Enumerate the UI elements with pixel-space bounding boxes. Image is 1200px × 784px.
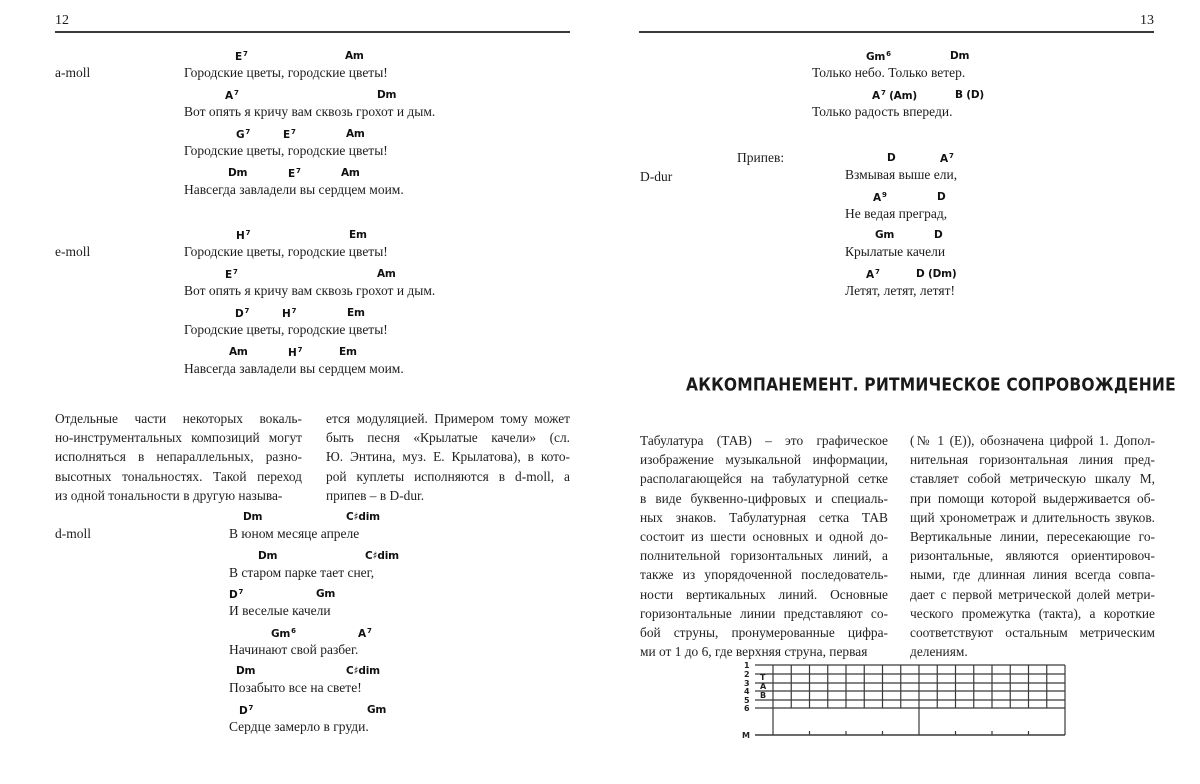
lyric-line: Городские цветы, городские цветы!	[184, 322, 388, 337]
paragraph-line: исполняться в непараллельных, разно-	[55, 449, 302, 465]
tab-diagram	[740, 658, 1080, 744]
lyric-line: Летят, летят, летят!	[845, 282, 955, 298]
chord-symbol: Gm	[367, 703, 387, 716]
lyric-line: Крылатые качели	[845, 244, 946, 259]
paragraph-line: рой куплеты исполняются в d-moll, а	[326, 468, 570, 484]
chord-symbol: Dm	[258, 549, 278, 562]
chord-symbol: Em	[339, 346, 357, 358]
chord-symbol: $A^7$	[358, 626, 372, 640]
section-heading: АККОМПАНЕМЕНТ. РИТМИЧЕСКОЕ СОПРОВОЖДЕНИЕ	[686, 374, 1176, 396]
paragraph-line: располагающейся на табулатурной сетке	[640, 471, 888, 487]
lyric-line: В юном месяце апреле	[229, 526, 360, 541]
header-rule	[639, 31, 1154, 33]
lyric-line: Городские цветы, городские цветы!	[184, 143, 388, 158]
svg-text:1: 1	[744, 661, 750, 670]
paragraph-line: (№ 1 (Е)), обозначена цифрой 1. Допол-	[910, 433, 1155, 448]
chord-symbol: $A^7$ (Am)	[872, 89, 917, 102]
svg-text:2: 2	[744, 670, 750, 679]
chord-symbol: Em	[349, 229, 367, 241]
chord-symbol: Am	[377, 268, 396, 280]
paragraph-line: делениям.	[910, 644, 968, 660]
page-number: 13	[1140, 13, 1154, 28]
svg-text:3: 3	[744, 679, 750, 688]
paragraph-line: ется модуляцией. Примером тому может	[326, 411, 570, 426]
chord-symbol: $H^7$	[288, 346, 303, 359]
paragraph-line: ми от 1 до 6, где верхняя струна, первая	[640, 644, 868, 660]
lyric-line: Начинают свой разбег.	[229, 641, 359, 657]
chord-symbol: D	[887, 152, 896, 164]
paragraph-line: Табулатура (ТАВ) – это графическое	[640, 433, 888, 448]
chord-symbol: Dm	[236, 665, 256, 677]
chord-symbol: $E^7$	[235, 50, 248, 63]
paragraph-line: Ю. Энтина, муз. Е. Крылатова), в кото-	[326, 449, 570, 465]
chord-symbol: $A^7$	[940, 152, 954, 165]
paragraph-line: ных знаков. Табулатурная сетка ТАВ	[640, 509, 888, 525]
svg-text:T: T	[760, 673, 766, 682]
chord-symbol: $E^7$	[283, 128, 296, 141]
chord-symbol: Dm	[228, 167, 248, 179]
paragraph-line: в виде буквенно-цифровых и специаль-	[640, 490, 888, 506]
chord-symbol: $D^7$	[235, 307, 250, 320]
lyric-line: Городские цветы, городские цветы!	[184, 65, 388, 80]
paragraph-line: Вертикальные линии, пересекающие го-	[910, 529, 1155, 545]
chord-symbol: $H^7$	[236, 229, 251, 242]
chord-symbol: $H^7$	[282, 307, 297, 320]
paragraph-line: дает с первой метрической долей метри-	[910, 586, 1155, 602]
header-rule	[55, 31, 570, 33]
paragraph-line: щий хронометраж и длительность звуков.	[910, 509, 1155, 525]
chord-symbol: C♯dim	[346, 665, 380, 677]
lyric-line: В старом парке тает снег,	[229, 564, 375, 580]
paragraph-line: ставляет собой метрическую шкалу М,	[910, 471, 1155, 487]
chord-symbol: Em	[347, 307, 365, 319]
paragraph-line: из одной тональности в другую называ-	[55, 487, 283, 503]
chord-symbol: D (Dm)	[916, 267, 957, 280]
chord-symbol: $A^7$	[866, 267, 880, 281]
chord-symbol: $D^7$	[239, 703, 254, 717]
paragraph-line: ческого промежутка (такта), а короткие	[910, 605, 1155, 621]
lyric-line: Только радость впереди.	[812, 104, 953, 119]
chord-symbol: Am	[341, 167, 360, 179]
lyric-line: Взмывая выше ели,	[845, 167, 958, 182]
chord-symbol: Gm$^6$	[271, 626, 296, 640]
paragraph-line: но-инструментальных композиций могут	[55, 430, 302, 446]
paragraph-line: соответствуют остальным метрическим	[910, 625, 1155, 641]
paragraph-line: быть песня «Крылатые качели» (сл.	[326, 430, 570, 446]
chord-symbol: Am	[229, 346, 248, 358]
chord-symbol: C♯dim	[365, 549, 399, 562]
chord-symbol: $D^7$	[229, 588, 244, 601]
paragraph-line: ности вертикальных линий. Основные	[640, 586, 888, 602]
lyric-line: Вот опять я кричу вам сквозь грохот и дым.	[184, 104, 436, 119]
paragraph-line: Отдельные части некоторых вокаль-	[55, 411, 302, 426]
lyric-line: Городские цветы, городские цветы!	[184, 244, 388, 259]
paragraph-line: состоит из шести основных и одной до-	[640, 529, 888, 545]
chord-symbol: C♯dim	[346, 511, 380, 523]
chord-symbol: $A^7$	[225, 89, 239, 102]
paragraph-line: при помощи которой выдерживается об-	[910, 490, 1155, 506]
svg-text:4: 4	[744, 687, 750, 696]
paragraph-column-1	[640, 431, 888, 661]
paragraph-column-2	[326, 409, 570, 505]
svg-text:A: A	[760, 682, 767, 691]
chord-symbol: D	[937, 190, 946, 203]
chord-symbol: $G^7$	[236, 128, 251, 141]
paragraph-line: ными, где длинная линия всегда совпа-	[910, 567, 1155, 583]
chord-symbol: $A^9$	[873, 190, 887, 204]
lyric-line: Только небо. Только ветер.	[812, 65, 966, 80]
lyric-line: И веселые качели	[229, 603, 331, 618]
chorus-label: Припев:	[737, 150, 785, 165]
lyric-line: Навсегда завладели вы сердцем моим.	[184, 182, 404, 197]
page-number: 12	[55, 13, 69, 28]
chord-symbol: Dm	[243, 511, 263, 523]
paragraph-line: припев – в D-dur.	[326, 487, 425, 503]
chord-symbol: Gm$^6$	[866, 50, 891, 63]
paragraph-line: изображение музыкальной информации,	[640, 452, 888, 468]
paragraph-line: горизонтальные линии представляют со-	[640, 605, 888, 621]
paragraph-line: также из упорядоченной последователь-	[640, 567, 888, 583]
lyric-line: Сердце замерло в груди.	[229, 718, 369, 734]
chord-symbol: B (D)	[955, 89, 984, 101]
paragraph-line: ризонтальные, являются ориентировоч-	[910, 548, 1155, 564]
paragraph-column-1	[55, 409, 302, 505]
chord-symbol: Am	[345, 50, 364, 62]
key-label: d-moll	[55, 526, 91, 541]
svg-text:5: 5	[744, 696, 750, 705]
chord-symbol: Dm	[377, 89, 397, 101]
paragraph-line: нительная горизонтальная линия пред-	[910, 452, 1155, 468]
svg-text:B: B	[760, 691, 767, 700]
chord-symbol: Gm	[875, 229, 895, 241]
svg-text:6: 6	[744, 704, 750, 713]
key-label-d-dur: D-dur	[640, 169, 673, 184]
chord-symbol: D	[934, 229, 943, 241]
key-label: a-moll	[55, 65, 91, 80]
svg-text:M: M	[742, 731, 750, 740]
paragraph-line: высотных тональностях. Такой переход	[55, 468, 302, 484]
lyric-line: Навсегда завладели вы сердцем моим.	[184, 361, 404, 376]
lyric-line: Позабыто все на свете!	[229, 680, 362, 695]
lyric-line: Вот опять я кричу вам сквозь грохот и дым.	[184, 283, 436, 298]
chord-symbol: $E^7$	[288, 167, 301, 180]
paragraph-column-2	[910, 431, 1155, 661]
paragraph-line: полнительной горизонтальных линий, а	[640, 548, 888, 564]
key-label: e-moll	[55, 244, 91, 259]
paragraph-line: бой струны, пронумерованные цифра-	[640, 625, 888, 641]
chord-symbol: $E^7$	[225, 268, 238, 281]
chord-symbol: Am	[346, 128, 365, 140]
lyric-line: Не ведая преград,	[845, 205, 948, 221]
chord-symbol: Gm	[316, 588, 336, 600]
chord-symbol: Dm	[950, 50, 970, 62]
